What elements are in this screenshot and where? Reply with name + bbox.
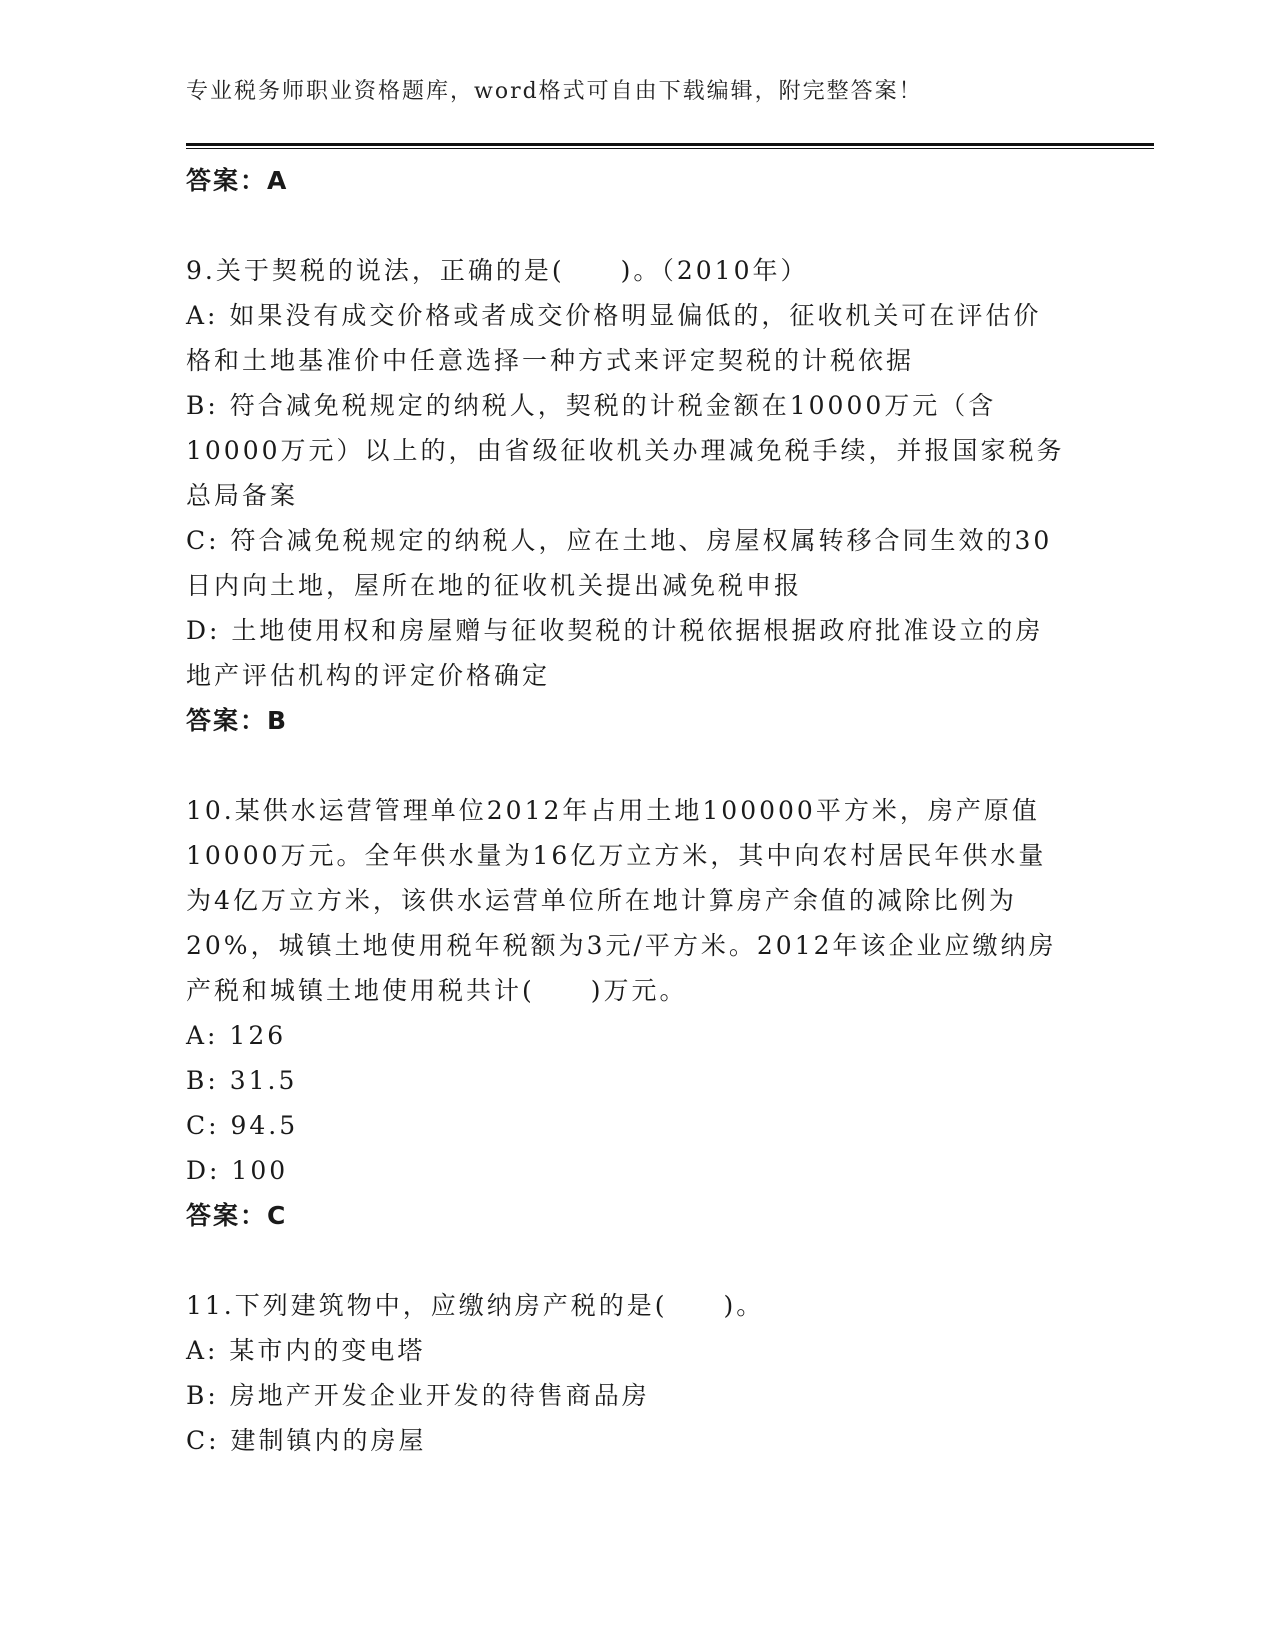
question-stem-line: 为4亿万立方米，该供水运营单位所在地计算房产余值的减除比例为 — [186, 886, 1017, 915]
option-line: 总局备案 — [186, 481, 299, 510]
option-line: C: 94.5 — [186, 1111, 299, 1140]
question-stem-line: 20%，城镇土地使用税年税额为3元/平方米。2012年该企业应缴纳房 — [186, 931, 1057, 960]
option-line: 格和土地基准价中任意选择一种方式来评定契税的计税依据 — [186, 346, 915, 375]
answer-line: 答案：A — [186, 166, 289, 195]
option-line: 地产评估机构的评定价格确定 — [186, 661, 551, 690]
document-body — [186, 158, 1086, 1463]
option-line: 10000万元）以上的，由省级征收机关办理减免税手续，并报国家税务 — [186, 436, 1065, 465]
option-line: B: 房地产开发企业开发的待售商品房 — [186, 1381, 650, 1410]
spacer — [186, 1238, 1086, 1283]
spacer — [186, 743, 1086, 788]
question-stem-line: 10.某供水运营管理单位2012年占用土地100000平方米，房产原值 — [186, 796, 1040, 825]
option-line: D: 100 — [186, 1156, 289, 1185]
question-stem-line: 9.关于契税的说法，正确的是( )。（2010年） — [186, 256, 809, 285]
question-9 — [186, 248, 1086, 743]
option-line: B: 符合减免税规定的纳税人，契税的计税金额在10000万元（含 — [186, 391, 997, 420]
option-line: C: 符合减免税规定的纳税人，应在土地、房屋权属转移合同生效的30 — [186, 526, 1053, 555]
question-stem-line: 11.下列建筑物中，应缴纳房产税的是( )。 — [186, 1291, 765, 1320]
option-line: A: 如果没有成交价格或者成交价格明显偏低的，征收机关可在评估价 — [186, 301, 1042, 330]
spacer — [186, 203, 1086, 248]
header-divider — [186, 143, 1154, 149]
question-stem-line: 产税和城镇土地使用税共计( )万元。 — [186, 976, 688, 1005]
answer-line: 答案：B — [186, 706, 289, 735]
option-line: A: 126 — [186, 1021, 287, 1050]
option-line: A: 某市内的变电塔 — [186, 1336, 426, 1365]
option-line: B: 31.5 — [186, 1066, 298, 1095]
question-11 — [186, 1283, 1086, 1463]
option-line: C: 建制镇内的房屋 — [186, 1426, 427, 1455]
question-10 — [186, 788, 1086, 1238]
option-line: D: 土地使用权和房屋赠与征收契税的计税依据根据政府批准设立的房 — [186, 616, 1044, 645]
question-stem-line: 10000万元。全年供水量为16亿万立方米，其中向农村居民年供水量 — [186, 841, 1047, 870]
option-line: 日内向土地，屋所在地的征收机关提出减免税申报 — [186, 571, 803, 600]
answer-line: 答案：C — [186, 1201, 288, 1230]
page-header: 专业税务师职业资格题库，word格式可自由下载编辑，附完整答案！ — [186, 79, 923, 104]
